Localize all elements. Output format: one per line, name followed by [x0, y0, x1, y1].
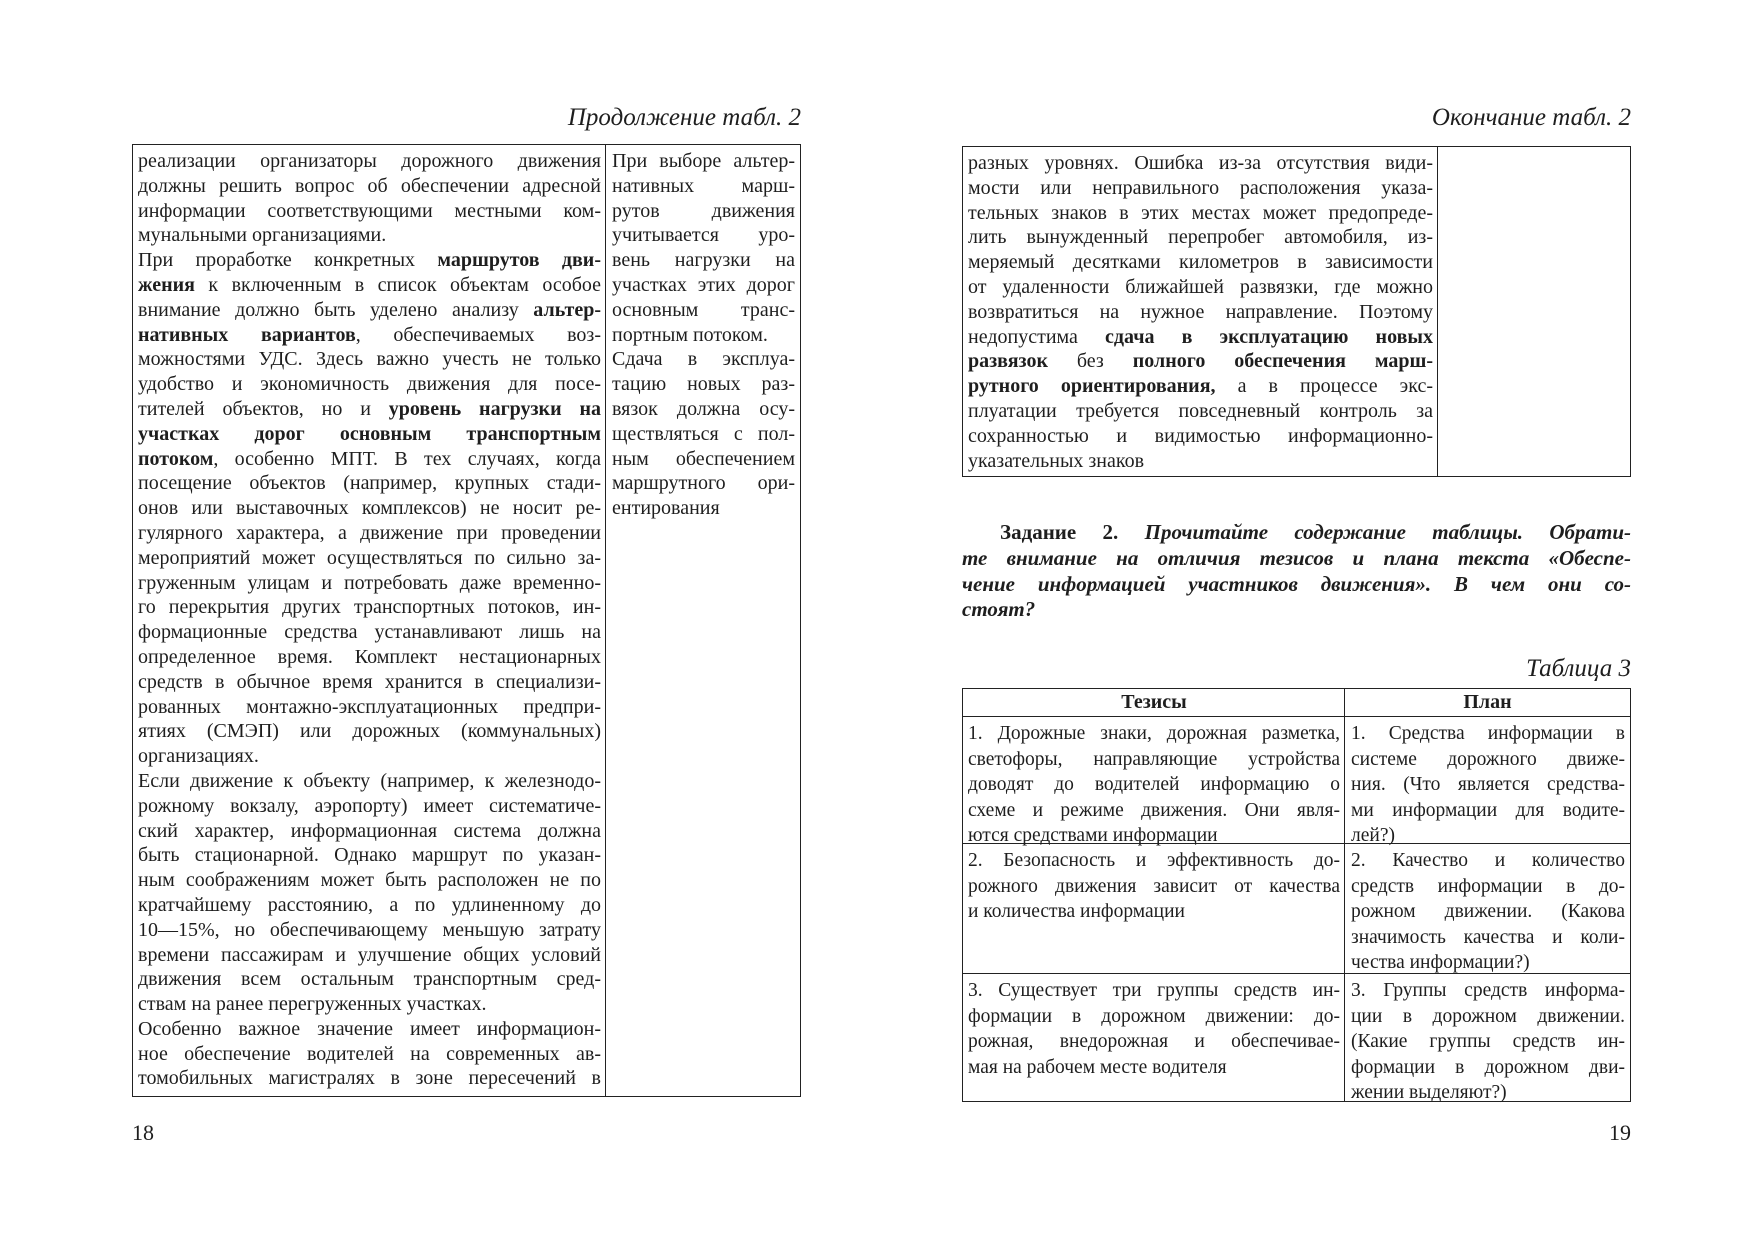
text-line: светофоры, направляющие устройства — [968, 748, 1340, 770]
text-line: учитывается уро- — [612, 224, 795, 247]
text-line — [962, 546, 1631, 572]
text-line: рожном движении. (Какова — [1351, 901, 1625, 922]
table-3 — [962, 688, 1631, 1102]
text-line: быть стационарной. Однако маршрут по указан- — [138, 844, 601, 867]
text-line — [968, 349, 1433, 374]
page-number-left: 18 — [132, 1120, 154, 1145]
text-line: организациях. — [138, 745, 259, 768]
text-run: , особенно МПТ. В тех случаях, когда — [213, 447, 601, 470]
text-line: удобство и экономичность движения для посе- — [138, 373, 601, 396]
text-line: основным транс- — [612, 298, 795, 321]
table-2-continuation — [132, 144, 801, 1097]
text-line: ми информации для водите- — [1351, 799, 1625, 821]
bold-text-run: уровень нагрузки на — [388, 397, 601, 420]
text-run: тителей объектов, но и — [138, 397, 389, 420]
text-line: При выборе альтер- — [612, 150, 795, 172]
text-line: чества информации?) — [1351, 952, 1530, 973]
text-line: мости или неправильного расположения указа- — [968, 176, 1433, 199]
text-line: вязок должна осу- — [612, 397, 795, 420]
text-line: возвратиться на нужное направление. Поэтому — [968, 300, 1433, 323]
text-line — [138, 447, 601, 472]
italic-text-run: те внимание на отличия тезисов и плана текста «Обеспе- — [962, 545, 1631, 570]
table-row-2-plan — [1346, 844, 1630, 976]
text-run: недопустима — [968, 325, 1106, 348]
text-line — [968, 374, 1433, 399]
text-line: от удаленности ближайшей развязки, где можно — [968, 275, 1433, 298]
text-line — [968, 325, 1433, 350]
text-line: ществляться с пол- — [612, 422, 795, 445]
text-run: а в процессе экс- — [1215, 375, 1433, 398]
text-line: нативных марш- — [612, 174, 795, 197]
text-line: ятиях (СМЭП) или дорожных (коммунальных) — [138, 720, 601, 743]
text-run: к включенным в список объектам особое — [194, 273, 601, 296]
text-line: системе дорожного движе- — [1351, 748, 1625, 770]
italic-text-run: стоят? — [962, 597, 1036, 622]
text-line: формации в дорожном дви- — [1351, 1056, 1625, 1078]
table-row-1-plan — [1346, 717, 1630, 849]
table-cell-main-text — [963, 147, 1438, 476]
bold-text-run: развязок — [968, 350, 1048, 373]
table-row-2-theses — [963, 844, 1345, 925]
text-line — [962, 520, 1631, 546]
text-line: меряемый десятками километров в зависимости — [968, 251, 1433, 274]
text-line: средств информации в до- — [1351, 875, 1625, 897]
table-cell-side-note — [607, 145, 800, 1096]
running-head-left: Продолжение табл. 2 — [567, 104, 801, 131]
text-run: Задание 2. — [1000, 520, 1145, 544]
column-divider — [605, 145, 606, 1096]
text-line: движения всем остальным транспортным сред- — [138, 968, 601, 991]
italic-text-run: Прочитайте содержание таблицы. Обрати- — [1144, 520, 1631, 544]
text-line: рутов движения — [612, 199, 795, 222]
text-line: разных уровнях. Ошибка из-за отсутствия види- — [968, 152, 1433, 174]
running-head-right: Окончание табл. 2 — [1431, 104, 1631, 131]
table-header-plan: План — [1463, 691, 1512, 713]
text-line: портным потоком. — [612, 323, 768, 346]
text-line: рожного движения зависит от качества — [968, 875, 1340, 897]
text-line: гулярного характера, а движение при проведении — [138, 521, 601, 544]
text-line — [138, 248, 601, 273]
text-line: сохранностью и видимостью информационно- — [968, 424, 1433, 447]
text-line: значимость качества и коли- — [1351, 926, 1625, 948]
text-line: вень нагрузки на — [612, 249, 795, 272]
text-line: ное обеспечение водителей на современных ав- — [138, 1042, 601, 1065]
text-line: тацию новых раз- — [612, 373, 795, 396]
text-line: ния. (Что является средства- — [1351, 774, 1625, 795]
text-line: ются средствами информации — [968, 825, 1218, 846]
text-line: посещение объектов (например, крупных стади- — [138, 472, 601, 495]
text-line: ский характер, информационная система должна — [138, 819, 601, 842]
text-line: лей?) — [1351, 825, 1395, 846]
text-line: 3. Группы средств информа- — [1351, 980, 1625, 1001]
text-line: го перекрытия других транспортных потоков, ин- — [138, 596, 601, 619]
text-line: времени пассажирам и улучшение общих условий — [138, 943, 601, 966]
text-line: 1. Средства информации в — [1351, 723, 1625, 744]
text-run: , обеспечиваемых воз- — [355, 323, 601, 346]
text-line: мая на рабочем месте водителя — [968, 1056, 1227, 1078]
text-line: лить вынужденный перепробег автомобиля, из- — [968, 226, 1433, 249]
text-line: 10—15%, но обеспечивающему меньшую затрату — [138, 918, 601, 941]
task-2-instructions — [962, 520, 1631, 623]
text-line: мероприятий может осуществляться по сильно за- — [138, 546, 601, 569]
text-line — [962, 572, 1631, 598]
text-line: Если движение к объекту (например, к железнодо- — [138, 769, 601, 792]
text-line — [138, 273, 601, 298]
text-line: маршрутного ори- — [612, 472, 795, 495]
text-line: и количества информации — [968, 901, 1185, 922]
text-line: жении выделяют?) — [1351, 1082, 1507, 1103]
column-divider — [1437, 147, 1438, 476]
text-line: рованных монтажно-эксплуатационных предпри- — [138, 695, 601, 718]
bold-text-run: полного обеспечения марш- — [1132, 350, 1433, 373]
bold-text-run: нативных вариантов — [138, 323, 356, 346]
text-line: определенное время. Комплект нестационарных — [138, 645, 601, 668]
text-line: 1. Дорожные знаки, дорожная разметка, — [968, 723, 1340, 744]
text-line: формационные средства устанавливают лишь на — [138, 621, 601, 644]
text-line: мунальными организациями. — [138, 224, 387, 247]
text-line: должны решить вопрос об обеспечении адресной — [138, 174, 601, 197]
text-line: информации соответствующими местными ком- — [138, 199, 601, 222]
text-line: тельных знаков в этих местах может предопреде- — [968, 201, 1433, 224]
text-line — [138, 422, 601, 447]
text-line: 2. Качество и количество — [1351, 850, 1625, 871]
text-line: груженным улицам и потребовать даже временно- — [138, 571, 601, 594]
italic-text-run: чение информацией участников движения». В чем они со- — [962, 571, 1631, 596]
text-run: внимание должно быть уделено анализу — [138, 298, 534, 321]
table-cell-main-text — [133, 145, 606, 1096]
text-line: ным соображениям может быть расположен не по — [138, 869, 601, 892]
table-row-1-theses — [963, 717, 1345, 849]
text-run: При проработке конкретных — [138, 249, 438, 272]
page-number-right: 19 — [1609, 1120, 1631, 1145]
text-line: участках этих дорог — [612, 273, 795, 296]
text-line: указательных знаков — [968, 449, 1145, 472]
table-2-end — [962, 146, 1631, 477]
text-line: можностями УДС. Здесь важно учесть не только — [138, 348, 601, 371]
text-line — [138, 298, 601, 323]
bold-text-run: альтер- — [533, 298, 601, 321]
table-cell-empty — [1439, 147, 1630, 476]
text-line: плуатации требуется повседневный контроль за — [968, 399, 1433, 422]
text-line: томобильных магистралях в зоне пересечений в — [138, 1067, 601, 1090]
text-line: схеме и режиме движения. Они явля- — [968, 799, 1340, 821]
table-row-3-plan — [1346, 974, 1630, 1106]
text-line: (Какие группы средств ин- — [1351, 1031, 1625, 1052]
text-line: рожному вокзалу, аэропорту) имеет систематиче- — [138, 794, 601, 817]
bold-text-run: участках дорог основным транспортным — [138, 422, 601, 445]
text-line: средств в обычное время хранится в специализи- — [138, 670, 601, 693]
text-line: ции в дорожном движении. — [1351, 1005, 1625, 1027]
text-line: Сдача в эксплуа- — [612, 348, 795, 371]
bold-text-run: потоком — [138, 447, 214, 470]
text-line: кратчайшему расстоянию, а по удлиненному до — [138, 893, 601, 916]
bold-text-run: маршрутов дви- — [437, 249, 601, 272]
text-line: 3. Существует три группы средств ин- — [968, 980, 1340, 1001]
text-line: ентирования — [612, 497, 720, 520]
table-3-caption: Таблица 3 — [1526, 655, 1631, 682]
text-line: 2. Безопасность и эффективность до- — [968, 850, 1340, 871]
text-line — [138, 323, 601, 348]
bold-text-run: жения — [138, 273, 195, 296]
text-line — [138, 397, 601, 422]
bold-text-run: рутного ориентирования, — [968, 375, 1216, 398]
text-line: ствам на ранее перегруженных участках. — [138, 993, 487, 1016]
text-line: рожная, внедорожная и обеспечивае- — [968, 1031, 1340, 1052]
text-line: Особенно важное значение имеет информацион- — [138, 1017, 601, 1040]
text-line: доводят до водителей информацию о — [968, 774, 1340, 795]
table-row-3-theses — [963, 974, 1345, 1080]
text-line: формации в дорожном движении: до- — [968, 1005, 1340, 1027]
text-line: ным обеспечением — [612, 447, 795, 470]
text-line — [962, 597, 1631, 623]
text-line: реализации организаторы дорожного движения — [138, 150, 601, 172]
bold-text-run: сдача в эксплуатацию новых — [1105, 325, 1433, 348]
table-header-theses: Тезисы — [1121, 691, 1187, 713]
text-line: онов или выставочных комплексов) не носит ре- — [138, 497, 601, 520]
text-run: без — [1047, 350, 1133, 373]
